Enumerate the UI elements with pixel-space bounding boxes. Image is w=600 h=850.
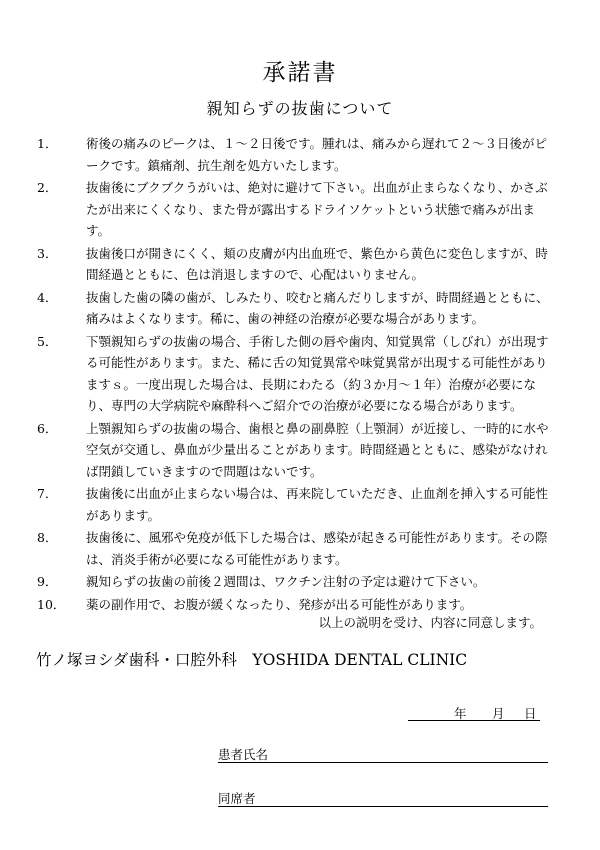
document-subtitle: 親知らずの抜歯について bbox=[206, 99, 394, 118]
list-item bbox=[0, 594, 600, 616]
item-number: 3． bbox=[37, 245, 58, 261]
item-text: 薬の副作用で、お腹が緩くなったり、発疹が出る可能性があります。 bbox=[86, 596, 473, 612]
companion-field[interactable] bbox=[218, 789, 548, 807]
agreement-statement: 以上の説明を受け、内容に同意します。 bbox=[318, 615, 542, 630]
item-number: 5． bbox=[37, 333, 58, 349]
item-number: 2． bbox=[37, 180, 58, 195]
date-day-label: 日 bbox=[524, 706, 537, 721]
item-number: 10． bbox=[37, 596, 66, 612]
item-number: 4． bbox=[37, 289, 58, 305]
list-item bbox=[0, 287, 600, 330]
date-field[interactable] bbox=[408, 704, 540, 721]
patient-name-label: 患者氏名 bbox=[218, 747, 269, 762]
item-text: 親知らずの抜歯の前後２週間は、ワクチン注射の予定は避けて下さい。 bbox=[86, 574, 486, 589]
list-item bbox=[0, 527, 600, 570]
list-item bbox=[0, 418, 600, 483]
item-number: 1． bbox=[37, 136, 58, 151]
list-item bbox=[0, 243, 600, 286]
item-text: 抜歯後にブクブクうがいは、絶対に避けて下さい。出血が止まらなくなり、かさぶたが出来にくくなり、また骨が露出するドライソケットという状態で痛みが出ます。 bbox=[86, 180, 548, 238]
item-text: 抜歯した歯の隣の歯が、しみたり、咬むと痛んだりしますが、時間経過とともに、痛みはよくなります。稀に、歯の神経の治療が必要な場合があります。 bbox=[86, 289, 549, 326]
patient-name-field[interactable] bbox=[218, 745, 548, 763]
item-number: 6． bbox=[37, 420, 58, 436]
list-item bbox=[0, 177, 600, 242]
clinic-name: 竹ノ塚ヨシダ歯科・口腔外科 YOSHIDA DENTAL CLINIC bbox=[36, 651, 468, 669]
item-text: 抜歯後に出血が止まらない場合は、再来院していただき、止血剤を挿入する可能性があります。 bbox=[86, 486, 549, 523]
item-text: 抜歯後口が開きにくく、頬の皮膚が内出血班で、紫色から黄色に変色しますが、時間経過とともに、色は消退しますので、心配はいりません。 bbox=[86, 245, 549, 282]
item-text: 抜歯後に、風邪や免疫が低下した場合は、感染が起きる可能性があります。その際は、消炎手術が必要になる可能性があります。 bbox=[86, 530, 548, 567]
list-item bbox=[0, 483, 600, 526]
item-number: 9． bbox=[37, 574, 58, 589]
date-year-label: 年 bbox=[454, 706, 467, 721]
list-item bbox=[0, 331, 600, 417]
item-text: 下顎親知らずの抜歯の場合、手術した側の唇や歯肉、知覚異常（しびれ）が出現する可能性があります。また、稀に舌の知覚異常や味覚異常が出現する可能性がありますｓ。一度出現した場合は、長期にわたる（約３か月～１年）治療が必要になり、専門の大学病院や麻酔科へご紹介での治療が必要になる場合があります。 bbox=[86, 333, 549, 413]
item-text: 上顎親知らずの抜歯の場合、歯根と鼻の副鼻腔（上顎洞）が近接し、一時的に水や空気が交通し、鼻血が少量出ることがあります。時間経過とともに、感染がなければ閉鎖していきますので問題はないです。 bbox=[86, 420, 549, 479]
item-number: 8． bbox=[37, 530, 58, 545]
item-number: 7． bbox=[37, 486, 58, 501]
list-item bbox=[0, 571, 600, 593]
list-item bbox=[0, 133, 600, 176]
document-title: 承諾書 bbox=[262, 60, 338, 86]
date-month-label: 月 bbox=[492, 706, 505, 721]
consent-items-list bbox=[0, 133, 600, 616]
item-text: 術後の痛みのピークは、１～２日後です。腫れは、痛みから遅れて２～３日後がピークです。鎮痛剤、抗生剤を処方いたします。 bbox=[86, 136, 548, 173]
companion-label: 同席者 bbox=[218, 791, 256, 806]
